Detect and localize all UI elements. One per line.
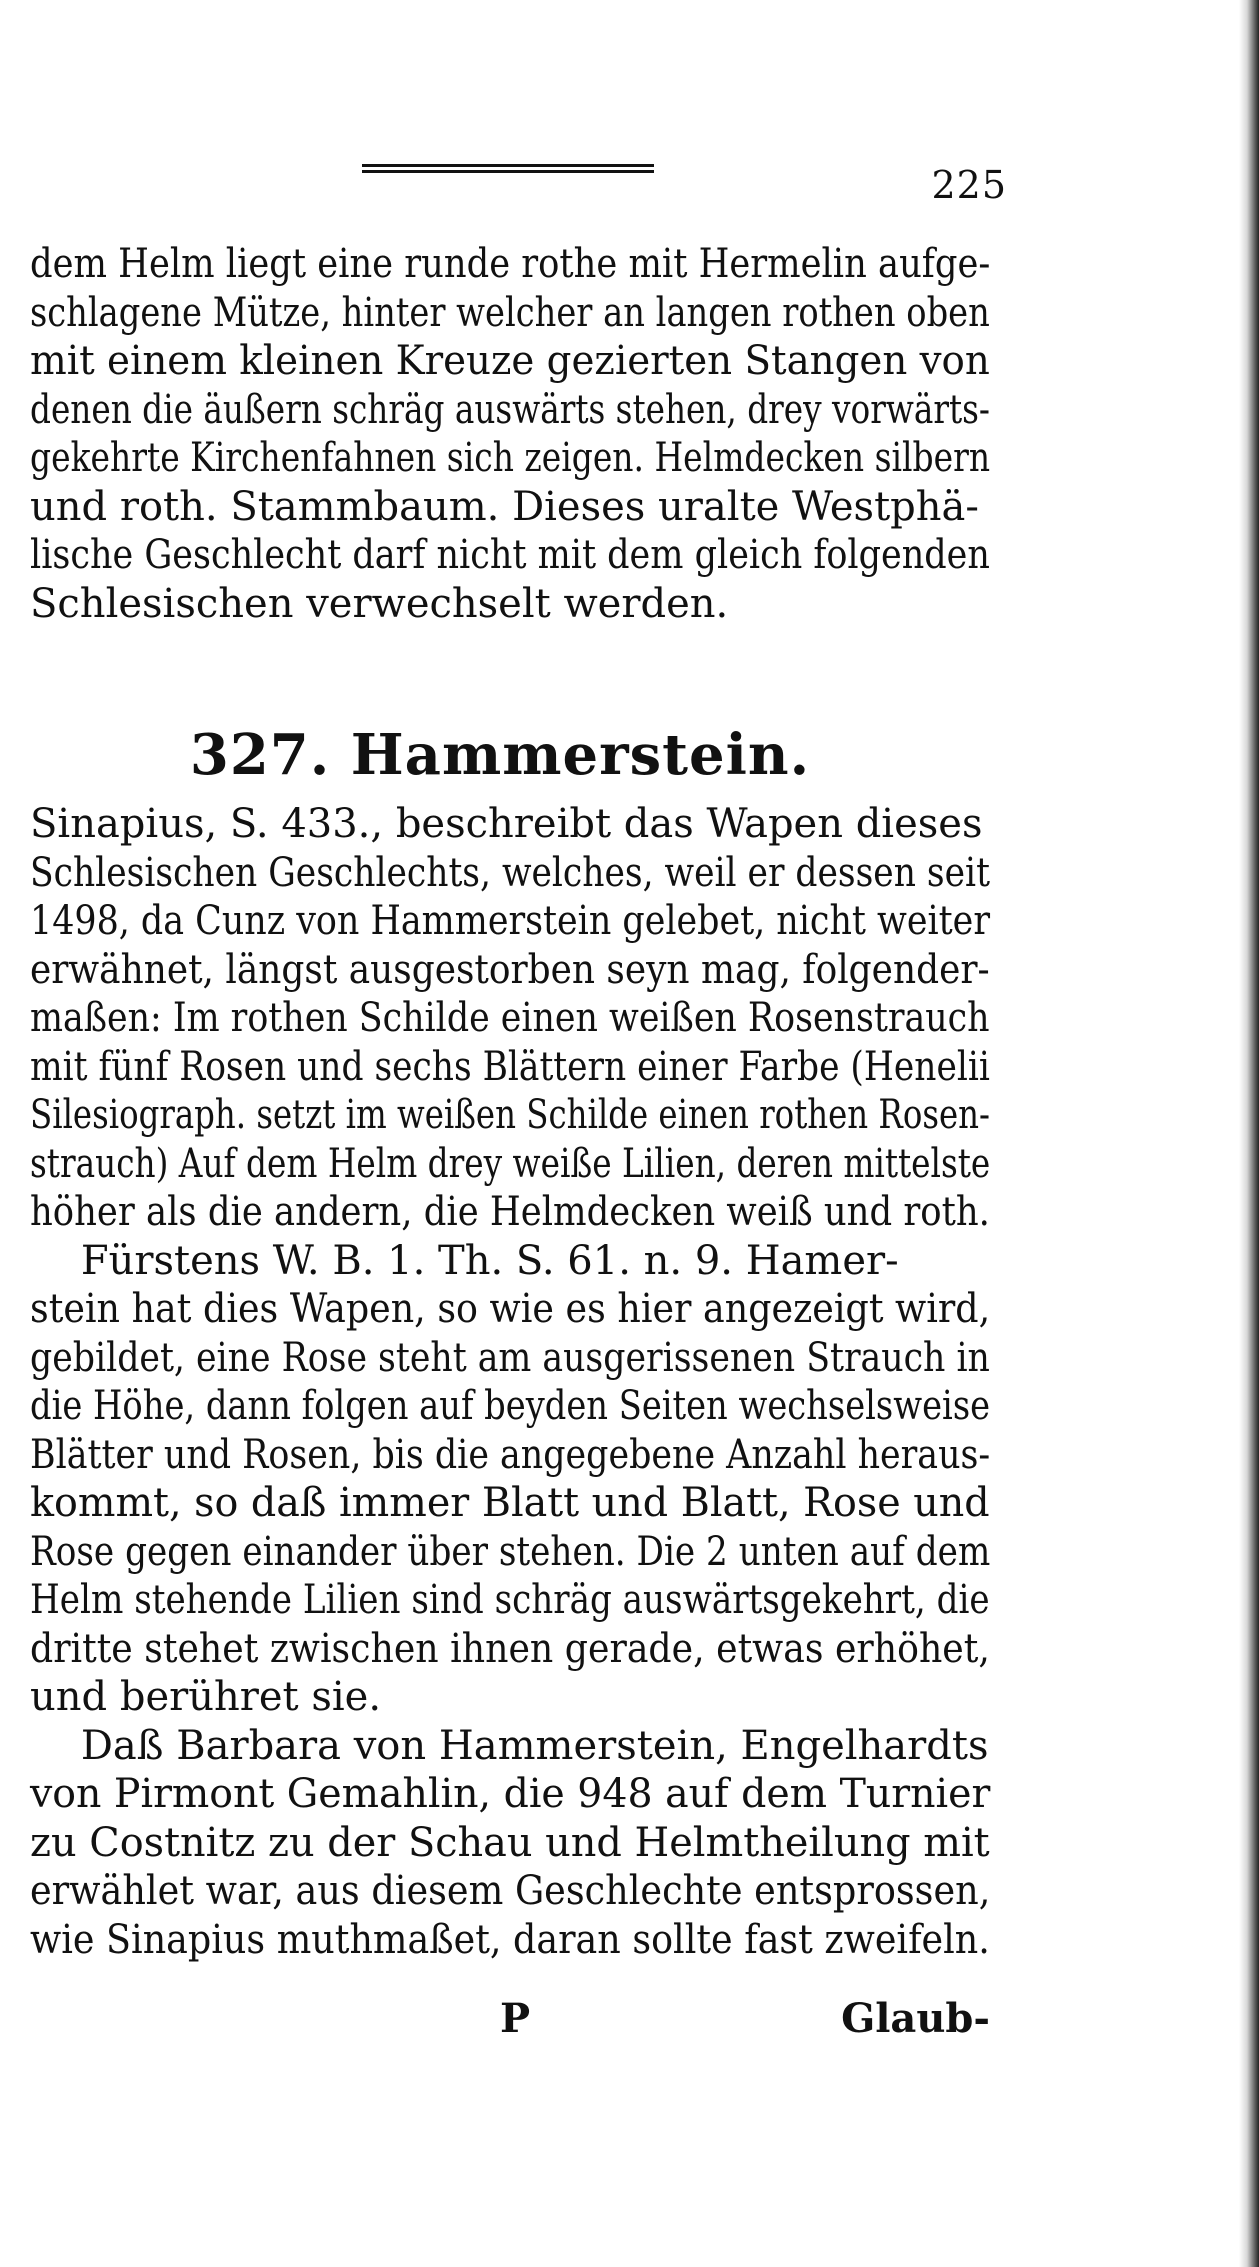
- text-line: schlagene Mütze, hinter welcher an langen rothen oben: [30, 289, 990, 336]
- signature-mark: P: [500, 1995, 531, 2042]
- text-line: Fürstens W. B. 1. Th. S. 61. n. 9. Hamer-: [30, 1237, 899, 1284]
- text-line: Helm stehende Lilien sind schräg auswärtsgekehrt, die: [30, 1577, 990, 1623]
- page-edge: [1239, 0, 1259, 2267]
- text-line: und berühret sie.: [30, 1674, 382, 1720]
- text-line: und roth. Stammbaum. Dieses uralte Westphä-: [30, 483, 979, 530]
- text-line: stein hat dies Wapen, so wie es hier angezeigt wird,: [30, 1286, 991, 1332]
- text-line: Blätter und Rosen, bis die angegebene Anzahl heraus-: [30, 1431, 991, 1478]
- text-line: Silesiograph. setzt im weißen Schilde einen rothen Rosen-: [30, 1092, 990, 1138]
- text-line: dem Helm liegt eine runde rothe mit Hermelin aufge-: [30, 241, 991, 287]
- text-line: Rose gegen einander über stehen. Die 2 unten auf dem: [30, 1528, 991, 1575]
- text-line: erwählet war, aus diesem Geschlechte entsprossen,: [30, 1868, 991, 1914]
- text-line: lische Geschlecht darf nicht mit dem gleich folgenden: [30, 532, 990, 578]
- text-line: dritte stehet zwischen ihnen gerade, etwas erhöhet,: [30, 1625, 990, 1672]
- text-line: gebildet, eine Rose steht am ausgerissenen Strauch in: [30, 1334, 990, 1381]
- text-line: höher als die andern, die Helmdecken weiß und roth.: [30, 1189, 990, 1235]
- section-heading: 327. Hammerstein.: [189, 722, 811, 788]
- text-line: denen die äußern schräg auswärts stehen, drey vorwärts-: [30, 386, 990, 433]
- catchword: Glaub-: [841, 1995, 990, 2042]
- text-line: Schlesischen verwechselt werden.: [30, 580, 729, 627]
- text-line: Sinapius, S. 433., beschreibt das Wapen dieses: [30, 801, 983, 847]
- text-line: mit einem kleinen Kreuze gezierten Stangen von: [30, 338, 990, 384]
- text-line: gekehrte Kirchenfahnen sich zeigen. Helmdecken silbern: [30, 435, 991, 481]
- text-line: von Pirmont Gemahlin, die 948 auf dem Turnier: [30, 1771, 991, 1817]
- text-line: wie Sinapius muthmaßet, daran sollte fast zweifeln.: [30, 1916, 990, 1963]
- text-line: zu Costnitz zu der Schau und Helmtheilung mit: [30, 1819, 990, 1866]
- section-body: [30, 800, 990, 1964]
- intro-paragraph: [30, 240, 990, 628]
- text-line: die Höhe, dann folgen auf beyden Seiten wechselsweise: [30, 1383, 991, 1429]
- text-line: Daß Barbara von Hammerstein, Engelhardts: [30, 1722, 989, 1769]
- text-line: 1498, da Cunz von Hammerstein gelebet, nicht weiter: [30, 898, 990, 944]
- page-footer: [0, 1995, 1000, 2045]
- page-number: 225: [931, 163, 1007, 207]
- header-rule: [362, 164, 654, 178]
- text-line: erwähnet, längst ausgestorben seyn mag, folgender-: [30, 946, 990, 993]
- text-line: Schlesischen Geschlechts, welches, weil er dessen seit: [30, 849, 990, 896]
- text-line: mit fünf Rosen und sechs Blättern einer Farbe (Henelii: [30, 1043, 990, 1090]
- text-line: kommt, so daß immer Blatt und Blatt, Rose und: [30, 1480, 990, 1526]
- text-line: strauch) Auf dem Helm drey weiße Lilien, deren mittelste: [30, 1140, 991, 1187]
- text-line: maßen: Im rothen Schilde einen weißen Rosenstrauch: [30, 995, 990, 1041]
